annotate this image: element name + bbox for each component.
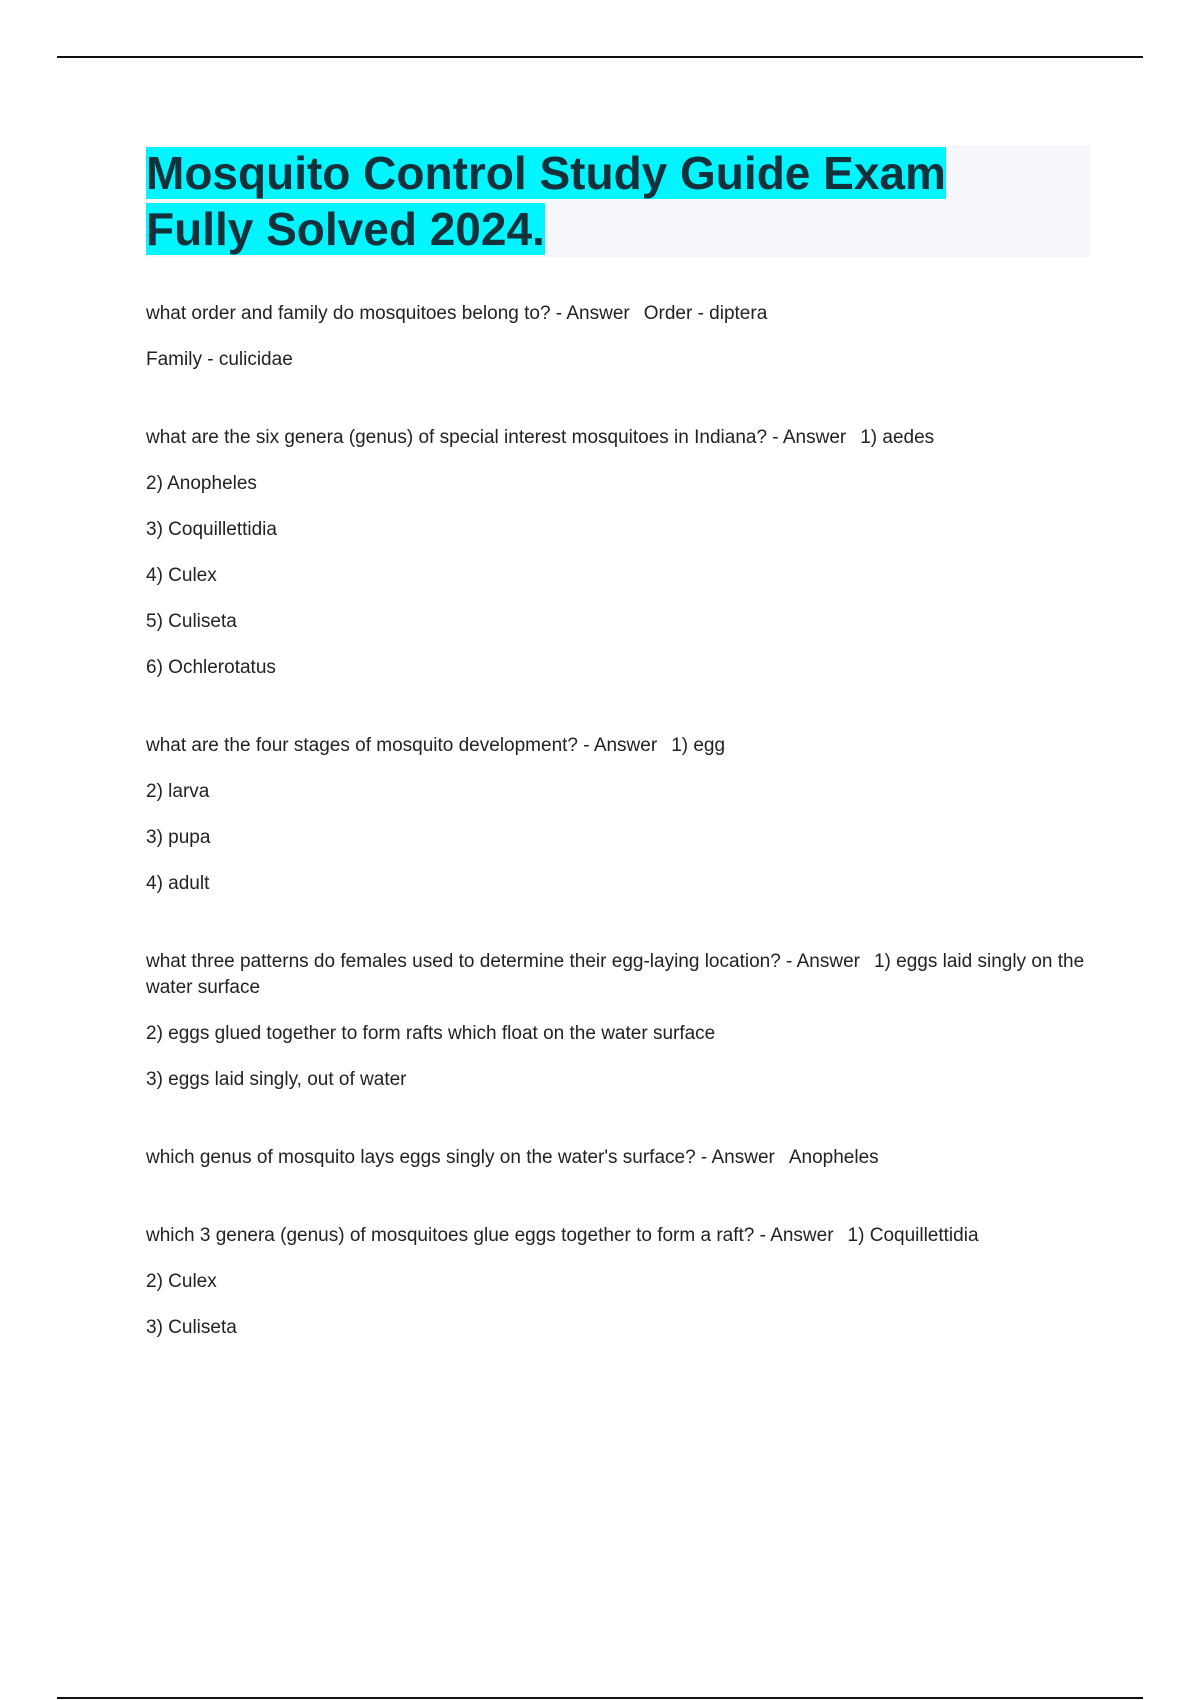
question-line: [146, 1223, 1090, 1249]
question-text: what are the six genera (genus) of special interest mosquitoes in Indiana? - Answer: [146, 427, 847, 448]
bottom-rule: [57, 1697, 1143, 1699]
question-text: which 3 genera (genus) of mosquitoes glue eggs together to form a raft? - Answer: [146, 1225, 834, 1246]
question-text: what three patterns do females used to determine their egg-laying location? - Answer: [146, 951, 860, 972]
document-body: [146, 145, 1090, 1393]
answer-line: 4) adult: [146, 873, 210, 894]
answer-line: Family - culicidae: [146, 349, 293, 370]
question-line: [146, 733, 1090, 759]
answer-line: 2) eggs glued together to form rafts which float on the water surface: [146, 1023, 716, 1044]
question-line: [146, 425, 1090, 451]
answer-text: 1) eggs laid singly on the water surface: [146, 951, 1085, 998]
answer-line: 3) pupa: [146, 827, 211, 848]
title-line-1: Mosquito Control Study Guide Exam: [146, 147, 946, 199]
question-line: [146, 1145, 1090, 1171]
question-line: [146, 949, 1090, 1001]
answer-line: 2) Culex: [146, 1271, 217, 1292]
qa-item: [146, 301, 1090, 373]
answer-line: 3) Culiseta: [146, 1317, 237, 1338]
answer-text: 1) egg: [671, 735, 726, 756]
answer-line: 3) Coquillettidia: [146, 519, 277, 540]
qa-item: [146, 425, 1090, 681]
answer-line: 5) Culiseta: [146, 611, 237, 632]
qa-list: [146, 301, 1090, 1341]
answer-text: 1) aedes: [860, 427, 935, 448]
answer-line: 4) Culex: [146, 565, 217, 586]
question-text: what are the four stages of mosquito development? - Answer: [146, 735, 658, 756]
document-title: [146, 145, 1090, 257]
answer-text: Order - diptera: [643, 303, 768, 324]
question-line: [146, 301, 1090, 327]
answer-line: 2) Anopheles: [146, 473, 257, 494]
answer-line: 2) larva: [146, 781, 210, 802]
answer-line: 3) eggs laid singly, out of water: [146, 1069, 407, 1090]
qa-item: [146, 733, 1090, 897]
title-block: [146, 145, 1090, 257]
qa-item: [146, 1223, 1090, 1341]
answer-line: 6) Ochlerotatus: [146, 657, 276, 678]
title-line-2: Fully Solved 2024.: [146, 203, 545, 255]
qa-item: [146, 1145, 1090, 1171]
qa-item: [146, 949, 1090, 1093]
answer-text: Anopheles: [788, 1147, 879, 1168]
top-rule: [57, 56, 1143, 58]
question-text: what order and family do mosquitoes belong to? - Answer: [146, 303, 630, 324]
question-text: which genus of mosquito lays eggs singly on the water's surface? - Answer: [146, 1147, 775, 1168]
answer-text: 1) Coquillettidia: [847, 1225, 979, 1246]
